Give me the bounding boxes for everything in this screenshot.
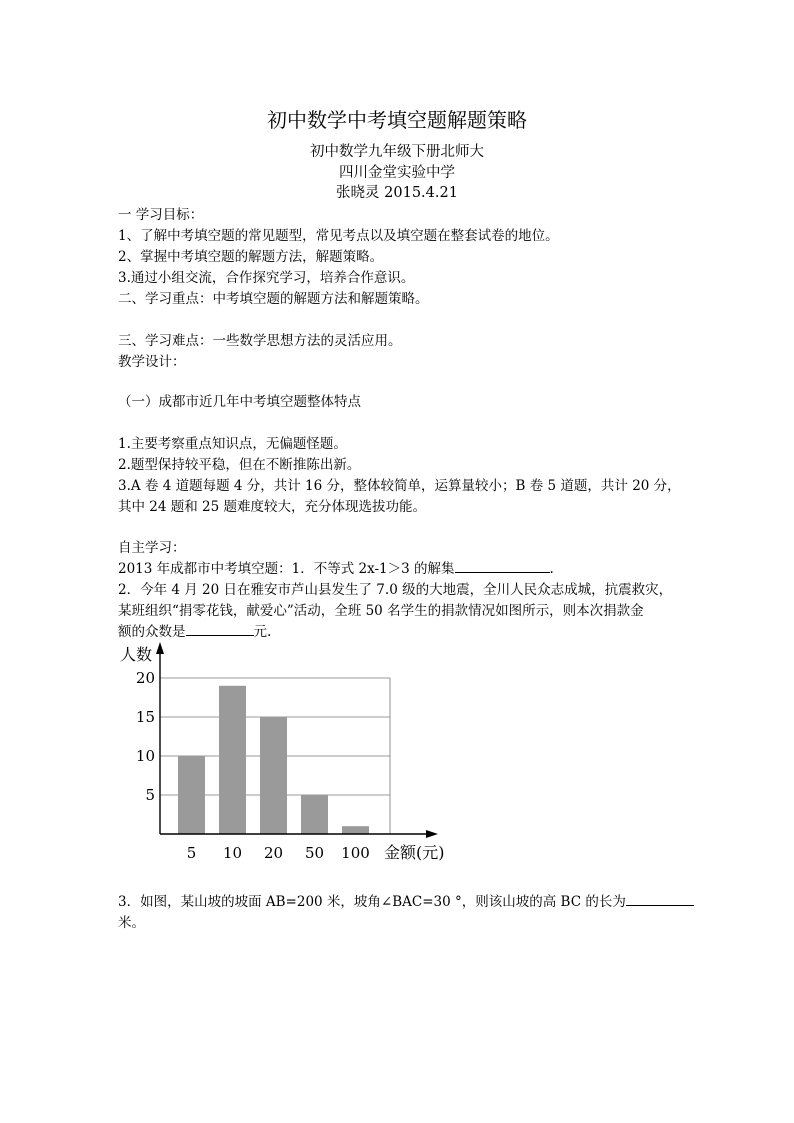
- question-1-end: .: [549, 561, 554, 577]
- question-2-text: 额的众数是: [118, 624, 186, 640]
- bar-100: [342, 826, 369, 834]
- donation-bar-chart: [118, 636, 458, 866]
- section-1-heading: （一）成都市近几年中考填空题整体特点: [118, 394, 361, 410]
- question-2-end: 元.: [253, 624, 272, 640]
- x-tick-label-100: 100: [341, 844, 370, 862]
- feature-2: 2.题型保持较平稳，但在不断推陈出新。: [118, 457, 361, 473]
- x-tick-label-5: 5: [186, 844, 197, 862]
- question-3-line-1: [118, 890, 694, 910]
- x-tick-label-50: 50: [304, 844, 325, 862]
- y-tick-label-5: 5: [145, 786, 155, 804]
- author-date: 张晓灵 2015.4.21: [336, 185, 458, 201]
- question-1: [118, 557, 554, 577]
- bar-20: [260, 717, 287, 834]
- self-study-heading: 自主学习：: [118, 540, 186, 556]
- feature-1: 1.主要考察重点知识点，无偏题怪题。: [118, 436, 347, 452]
- question-2-blank: [186, 623, 254, 636]
- objective-1: 1、了解中考填空题的常见题型，常见考点以及填空题在整套试卷的地位。: [118, 228, 559, 244]
- key-points: 二、学习重点：中考填空题的解题方法和解题策略。: [118, 291, 429, 307]
- y-tick-label-15: 15: [135, 708, 155, 726]
- objective-3: 3.通过小组交流，合作探究学习，培养合作意识。: [118, 270, 415, 286]
- x-axis-title: 金额(元): [384, 843, 445, 862]
- teaching-design-heading: 教学设计：: [118, 354, 186, 370]
- y-tick-label-10: 10: [135, 747, 155, 765]
- y-axis-title: 人数: [120, 645, 153, 664]
- question-1-blank: [455, 560, 550, 573]
- x-axis-arrow: [426, 830, 438, 838]
- school-name: 四川金堂实验中学: [339, 165, 455, 181]
- y-axis-arrow: [156, 642, 164, 654]
- question-2-line-1: 2．今年 4 月 20 日在雅安市芦山县发生了 7.0 级的大地震，全川人民众志成城，抗震救灾，: [118, 582, 673, 598]
- question-3-blank: [626, 893, 694, 906]
- chart-bars: [178, 686, 369, 834]
- document-title: 初中数学中考填空题解题策略: [267, 108, 527, 132]
- objectives-heading: 一 学习目标：: [118, 207, 204, 223]
- feature-3-line-2: 其中 24 题和 25 题难度较大，充分体现选拔功能。: [118, 499, 427, 515]
- question-1-text: 2013 年成都市中考填空题：1．不等式 2x-1＞3 的解集: [118, 561, 455, 577]
- bar-50: [301, 795, 328, 834]
- objective-2: 2、掌握中考填空题的解题方法，解题策略。: [118, 249, 384, 265]
- x-tick-label-20: 20: [263, 844, 284, 862]
- bar-5: [178, 756, 205, 834]
- difficulties: 三、学习难点：一些数学思想方法的灵活应用。: [118, 333, 402, 349]
- x-tick-label-10: 10: [222, 844, 243, 862]
- subtitle: 初中数学九年级下册北师大: [310, 144, 484, 160]
- question-3-text: 3．如图，某山坡的坡面 AB=200 米，坡角∠BAC=30 °，则该山坡的高 BC 的长为: [118, 894, 626, 910]
- question-3-line-2: 米。: [118, 915, 145, 931]
- feature-3-line-1: 3.A 卷 4 道题每题 4 分，共计 16 分，整体较简单，运算量较小；B 卷 5 道题，共计 20 分，: [118, 478, 681, 494]
- question-2-line-2: 某班组织“捐零花钱，献爱心”活动，全班 50 名学生的捐款情况如图所示，则本次捐款金: [118, 603, 644, 619]
- bar-10: [219, 686, 246, 834]
- y-tick-label-20: 20: [135, 669, 155, 687]
